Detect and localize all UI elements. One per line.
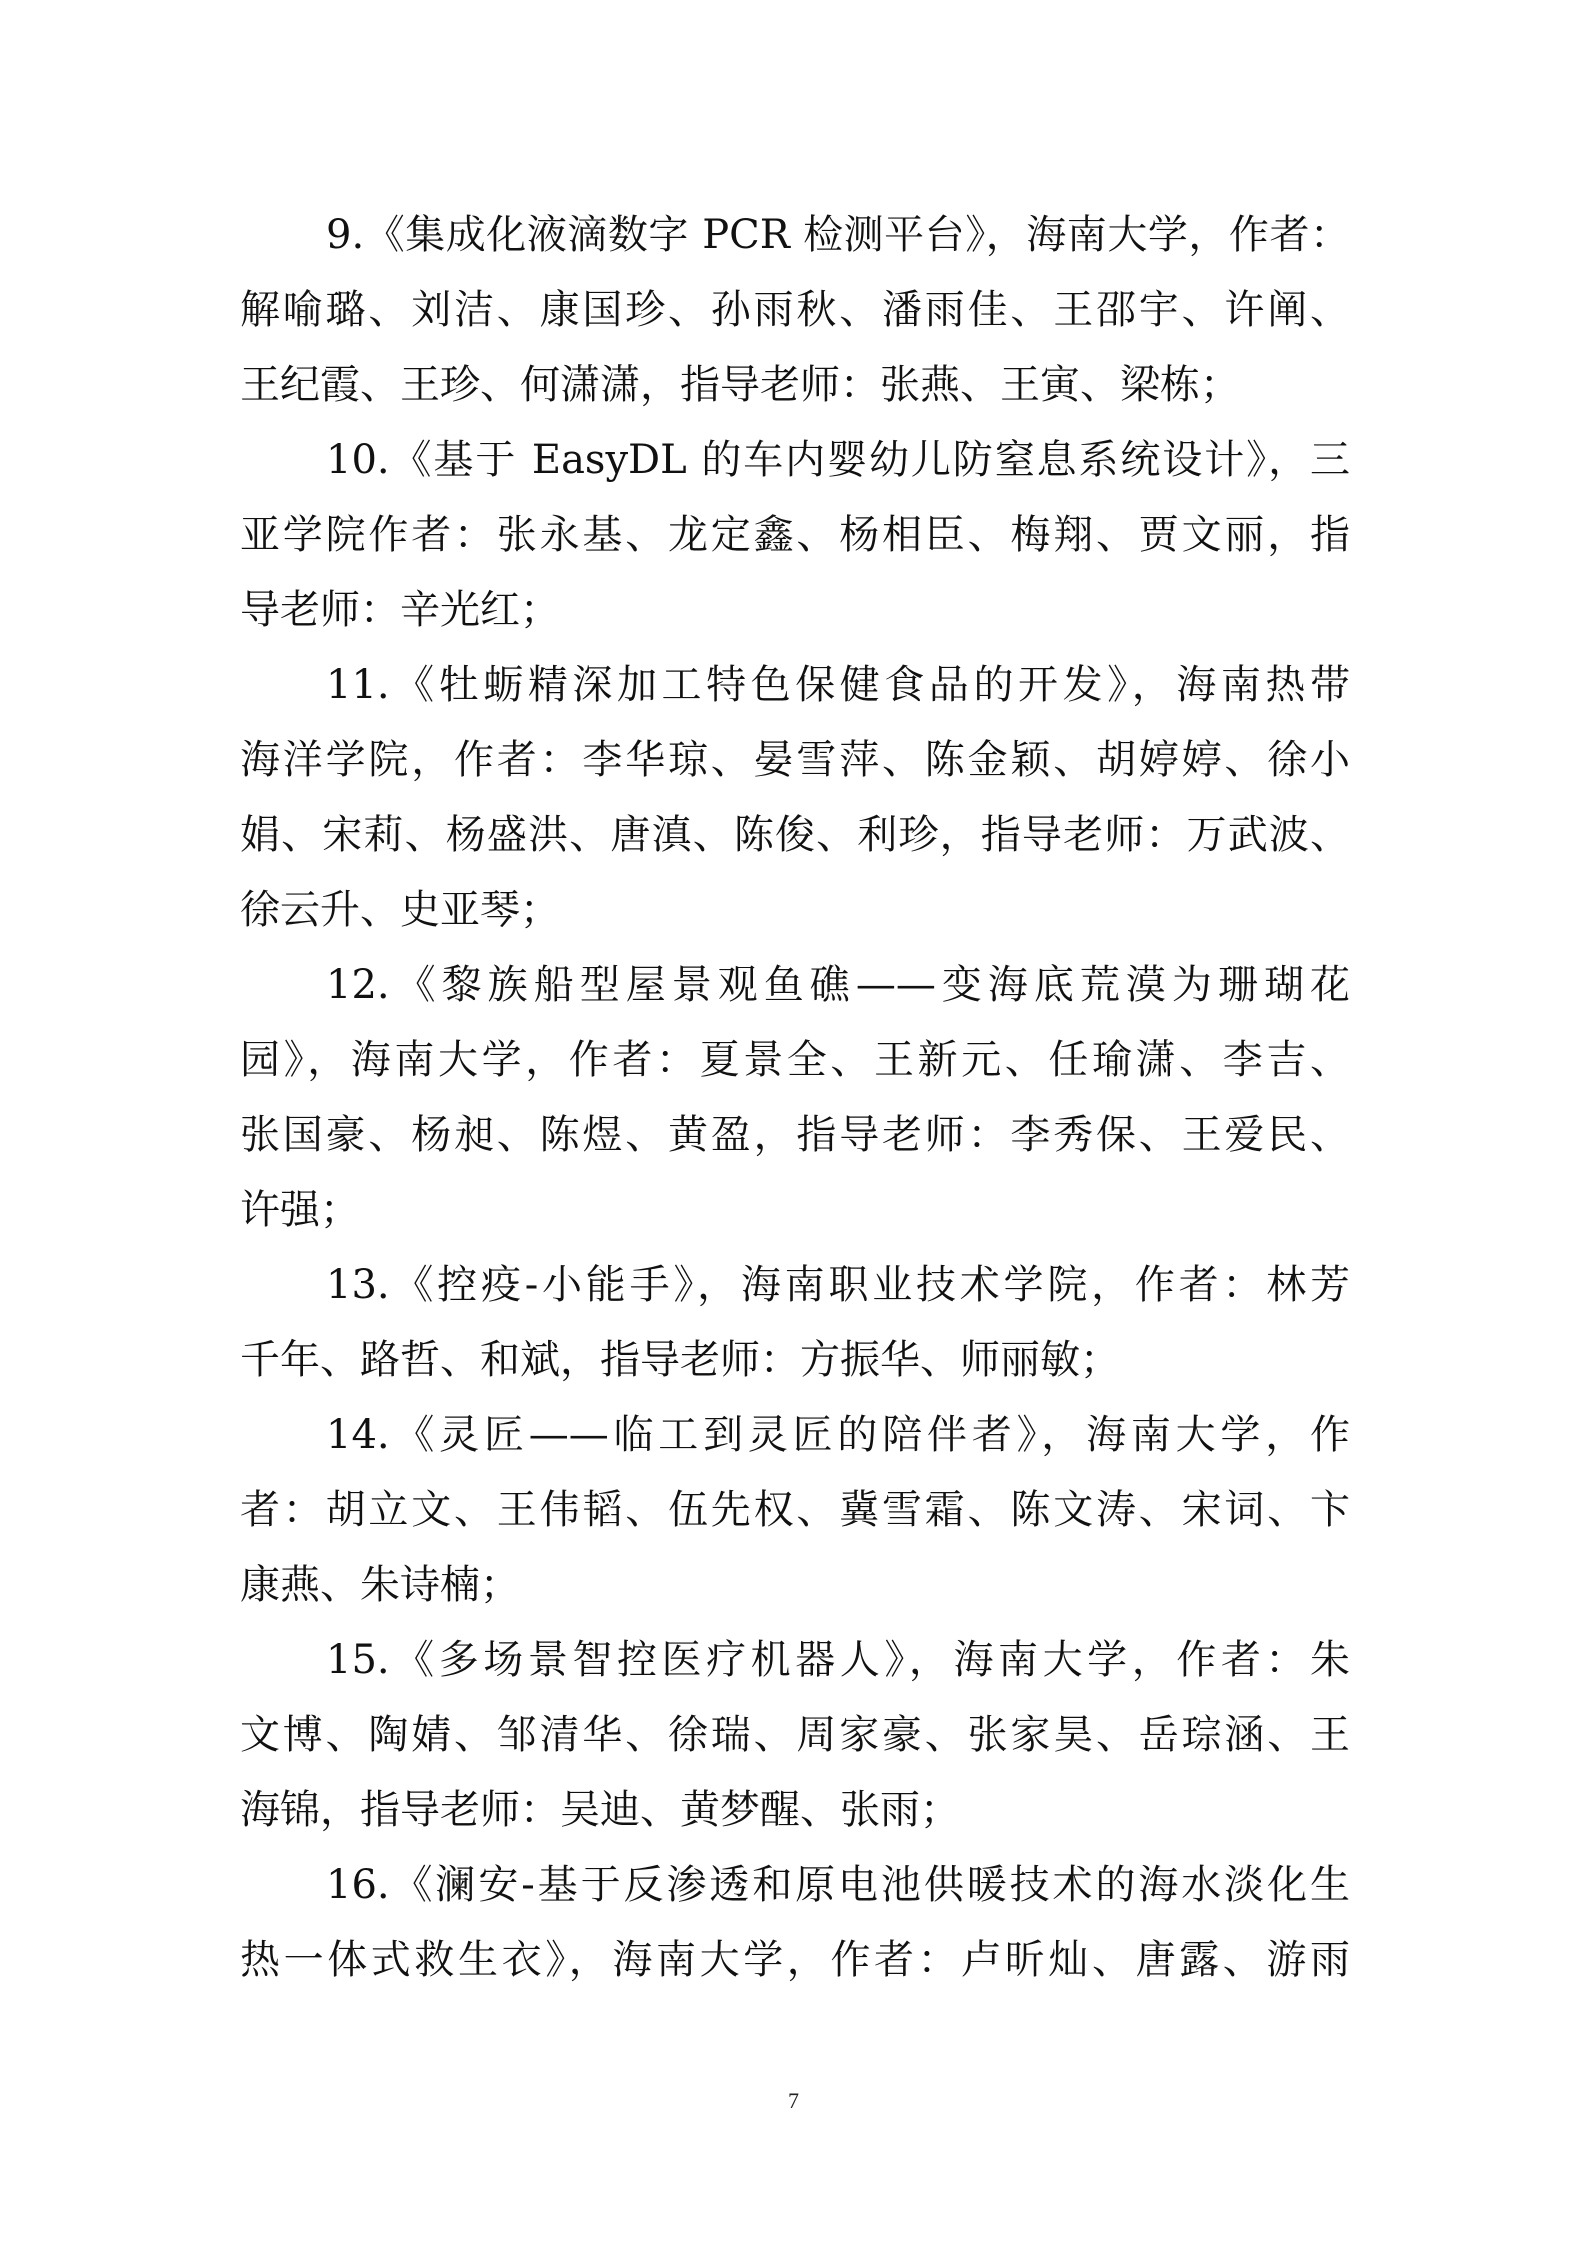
text-line: 11.《牡蛎精深加工特色保健食品的开发》，海南热带 xyxy=(326,662,1350,708)
text-line: 千年、路哲、和斌，指导老师：方振华、师丽敏； xyxy=(240,1337,1120,1383)
text-line: 海洋学院，作者：李华琼、晏雪萍、陈金颖、胡婷婷、徐小 xyxy=(240,737,1350,783)
text-line: 徐云升、史亚琴； xyxy=(240,887,560,933)
text-line: 娟、宋莉、杨盛洪、唐滇、陈俊、利珍，指导老师：万武波、 xyxy=(240,812,1350,858)
text-line: 康燕、朱诗楠； xyxy=(240,1562,520,1608)
page-number: 7 xyxy=(788,2088,799,2113)
text-line: 解喻璐、刘洁、康国珍、孙雨秋、潘雨佳、王邵宇、许阐、 xyxy=(240,287,1350,333)
text-line: 园》，海南大学，作者：夏景全、王新元、任瑜潇、李吉、 xyxy=(240,1037,1350,1083)
text-line: 文博、陶婧、邹清华、徐瑞、周家豪、张家昊、岳琮涵、王 xyxy=(240,1712,1350,1758)
text-line: 者：胡立文、王伟韬、伍先权、冀雪霜、陈文涛、宋词、卞 xyxy=(240,1487,1350,1533)
text-line: 10.《基于 EasyDL 的车内婴幼儿防窒息系统设计》，三 xyxy=(326,437,1350,483)
text-line: 14.《灵匠——临工到灵匠的陪伴者》，海南大学，作 xyxy=(326,1412,1350,1458)
document-body xyxy=(240,198,1350,1998)
text-line: 导老师：辛光红； xyxy=(240,587,560,633)
text-line: 亚学院作者：张永基、龙定鑫、杨相臣、梅翔、贾文丽，指 xyxy=(240,512,1350,558)
text-line: 王纪霞、王珍、何潇潇，指导老师：张燕、王寅、梁栋； xyxy=(240,362,1240,408)
text-line: 12.《黎族船型屋景观鱼礁——变海底荒漠为珊瑚花 xyxy=(326,962,1350,1008)
text-line: 张国豪、杨昶、陈煜、黄盈，指导老师：李秀保、王爱民、 xyxy=(240,1112,1350,1158)
text-line: 13.《控疫-小能手》，海南职业技术学院，作者：林芳 xyxy=(326,1262,1350,1308)
text-line: 9.《集成化液滴数字 PCR 检测平台》，海南大学，作者： xyxy=(326,212,1350,258)
text-line: 许强； xyxy=(240,1187,360,1233)
text-line: 15.《多场景智控医疗机器人》，海南大学，作者：朱 xyxy=(326,1637,1350,1683)
text-line: 热一体式救生衣》，海南大学，作者：卢昕灿、唐露、游雨 xyxy=(240,1937,1350,1983)
text-line: 海锦，指导老师：吴迪、黄梦醒、张雨； xyxy=(240,1787,960,1833)
text-line: 16.《澜安-基于反渗透和原电池供暖技术的海水淡化生 xyxy=(326,1862,1350,1908)
